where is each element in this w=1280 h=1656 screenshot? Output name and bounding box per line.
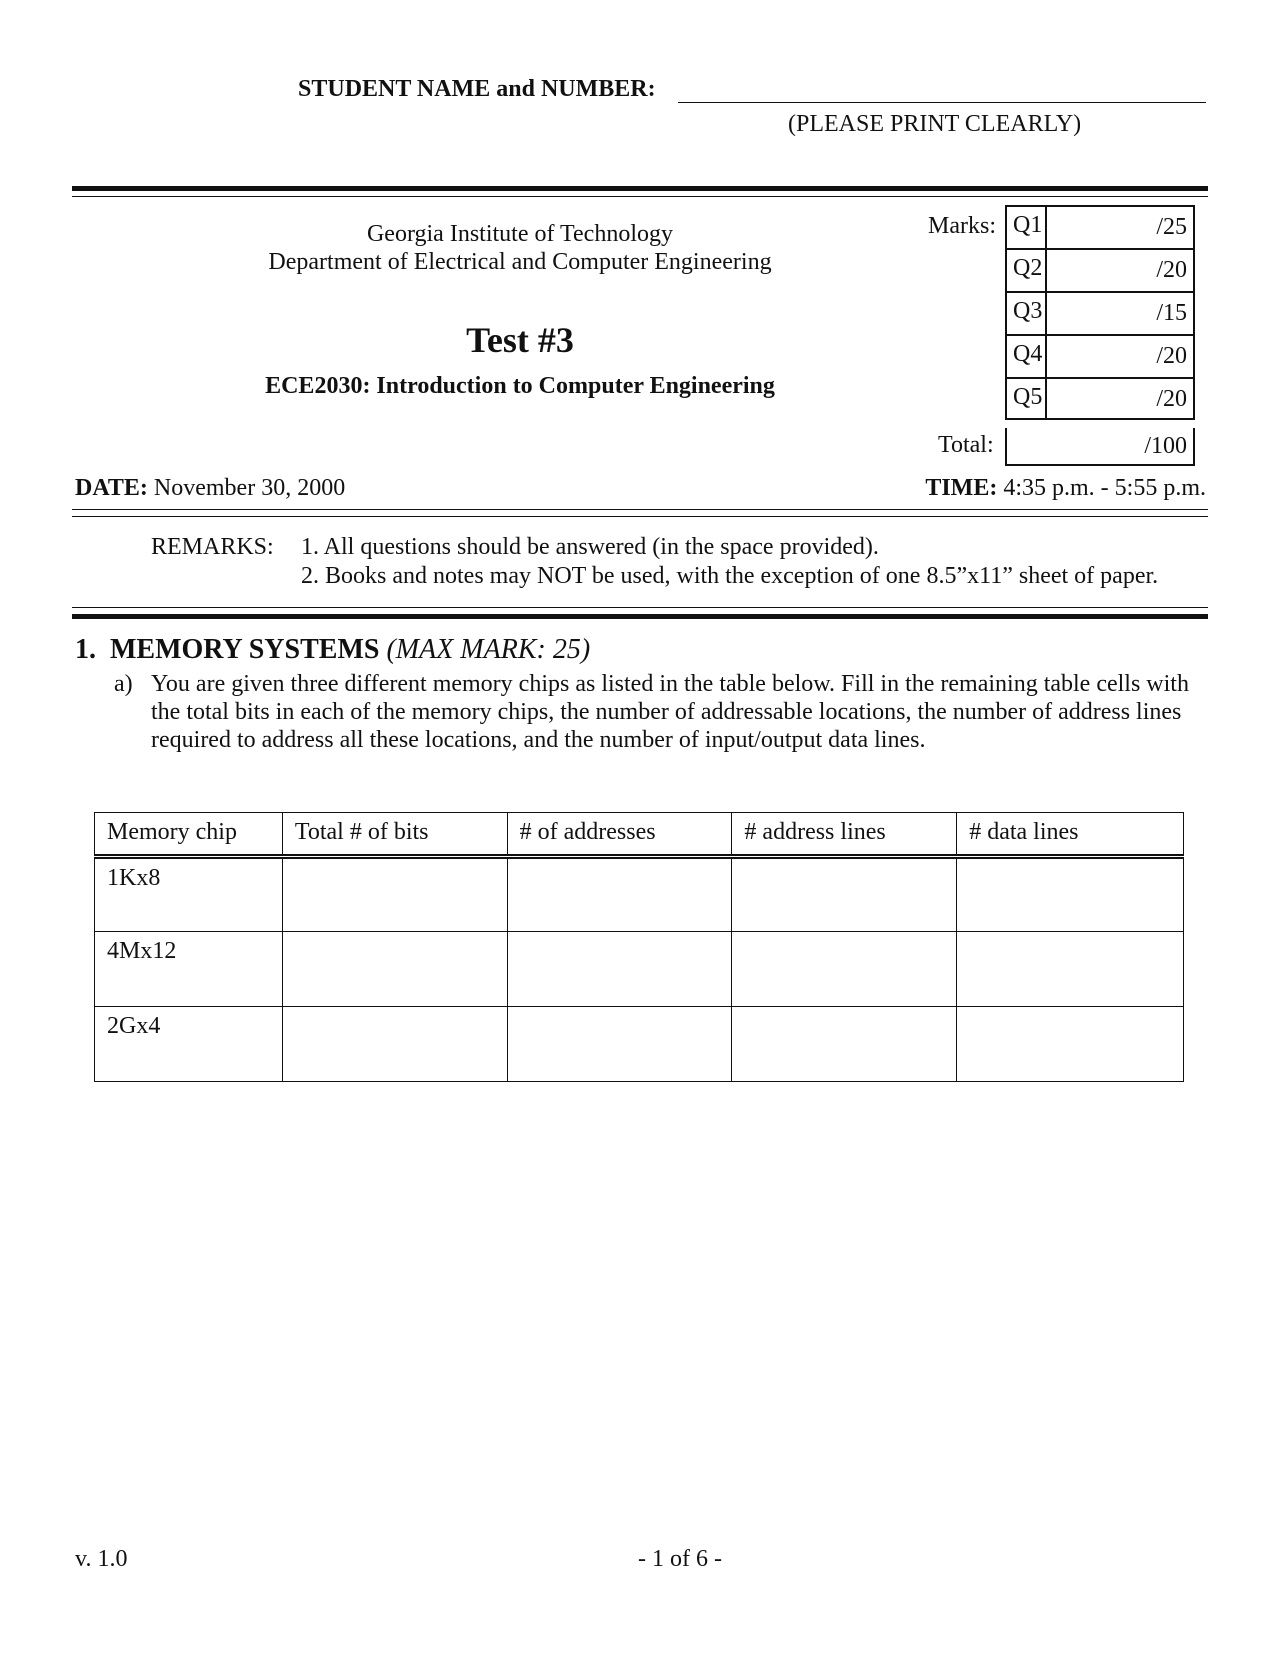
- answer-cell[interactable]: [507, 932, 732, 1007]
- print-clearly-note: (PLEASE PRINT CLEARLY): [788, 111, 1082, 137]
- column-header: Total # of bits: [282, 813, 507, 857]
- marks-table: [1005, 205, 1195, 420]
- marks-question: Q3: [1007, 293, 1047, 334]
- section-max-mark: (MAX MARK: 25): [386, 634, 591, 665]
- marks-max: /25: [1156, 214, 1187, 240]
- answer-cell[interactable]: [732, 932, 957, 1007]
- section-thick-rule: [72, 614, 1208, 619]
- marks-label: Marks:: [928, 213, 996, 239]
- date-line: [75, 474, 345, 502]
- marks-question: Q2: [1007, 250, 1047, 291]
- remark-item: 2. Books and notes may NOT be used, with the exception of one 8.5”x11” sheet of paper.: [301, 563, 1159, 589]
- marks-row-q4: [1005, 334, 1195, 377]
- question-part-text: You are given three different memory chips as listed in the table below. Fill in the remaining table cells with the total bits in each of the memory chips, the number of addressable locations, the number of address lines required to address all these locations, and the number of input/output data lines.: [151, 671, 1189, 753]
- version-label: v. 1.0: [75, 1546, 128, 1572]
- time-line: [925, 474, 1206, 502]
- table-row: [95, 1007, 1184, 1082]
- section-thin-rule: [72, 607, 1208, 608]
- marks-max: /15: [1156, 300, 1187, 326]
- column-header: Memory chip: [95, 813, 283, 857]
- answer-cell[interactable]: [282, 1007, 507, 1082]
- marks-row-q3: [1005, 291, 1195, 334]
- header-thin-rule: [72, 196, 1208, 197]
- marks-question: Q1: [1007, 207, 1047, 248]
- total-box: /100: [1005, 428, 1195, 466]
- section-number: 1.: [75, 634, 96, 665]
- column-header: # of addresses: [507, 813, 732, 857]
- section-title: [75, 634, 590, 666]
- total-label: Total:: [938, 432, 994, 458]
- memory-chip-cell: 1Kx8: [95, 857, 283, 932]
- student-name-field[interactable]: [678, 102, 1206, 103]
- marks-max: /20: [1156, 386, 1187, 412]
- header-thick-rule: [72, 186, 1208, 191]
- test-title: Test #3: [466, 320, 574, 360]
- remarks-top-rule: [72, 509, 1208, 510]
- marks-row-q5: [1005, 377, 1195, 420]
- answer-cell[interactable]: [957, 857, 1184, 932]
- answer-cell[interactable]: [732, 857, 957, 932]
- answer-cell[interactable]: [732, 1007, 957, 1082]
- marks-row-q1: [1005, 205, 1195, 248]
- student-name-label: STUDENT NAME and NUMBER:: [298, 76, 656, 102]
- table-row: [95, 932, 1184, 1007]
- remark-item: 1. All questions should be answered (in the space provided).: [301, 534, 879, 560]
- memory-chip-table: [94, 812, 1184, 1082]
- department-name: Department of Electrical and Computer Engineering: [268, 249, 772, 275]
- table-header-row: [95, 813, 1184, 857]
- answer-cell[interactable]: [957, 1007, 1184, 1082]
- column-header: # address lines: [732, 813, 957, 857]
- remarks-top-rule-2: [72, 516, 1208, 517]
- table-row: [95, 857, 1184, 932]
- answer-cell[interactable]: [507, 1007, 732, 1082]
- answer-cell[interactable]: [282, 932, 507, 1007]
- date-value: November 30, 2000: [153, 475, 346, 501]
- institution-name: Georgia Institute of Technology: [366, 221, 674, 247]
- institution-block: [240, 220, 800, 276]
- time-value: 4:35 p.m. - 5:55 p.m.: [1003, 475, 1206, 501]
- section-name: MEMORY SYSTEMS: [110, 634, 380, 665]
- marks-max: /20: [1156, 257, 1187, 283]
- marks-question: Q4: [1007, 336, 1047, 377]
- time-label: TIME:: [925, 475, 998, 501]
- marks-question: Q5: [1007, 379, 1047, 418]
- column-header: # data lines: [957, 813, 1184, 857]
- answer-cell[interactable]: [282, 857, 507, 932]
- remarks-label: REMARKS:: [151, 534, 274, 560]
- memory-chip-cell: 4Mx12: [95, 932, 283, 1007]
- marks-row-q2: [1005, 248, 1195, 291]
- date-label: DATE:: [75, 475, 148, 501]
- question-part-label: a): [114, 671, 133, 697]
- marks-max: /20: [1156, 343, 1187, 369]
- page-number: - 1 of 6 -: [638, 1546, 722, 1572]
- course-title: ECE2030: Introduction to Computer Engineering: [265, 373, 775, 399]
- memory-chip-cell: 2Gx4: [95, 1007, 283, 1082]
- answer-cell[interactable]: [957, 932, 1184, 1007]
- answer-cell[interactable]: [507, 857, 732, 932]
